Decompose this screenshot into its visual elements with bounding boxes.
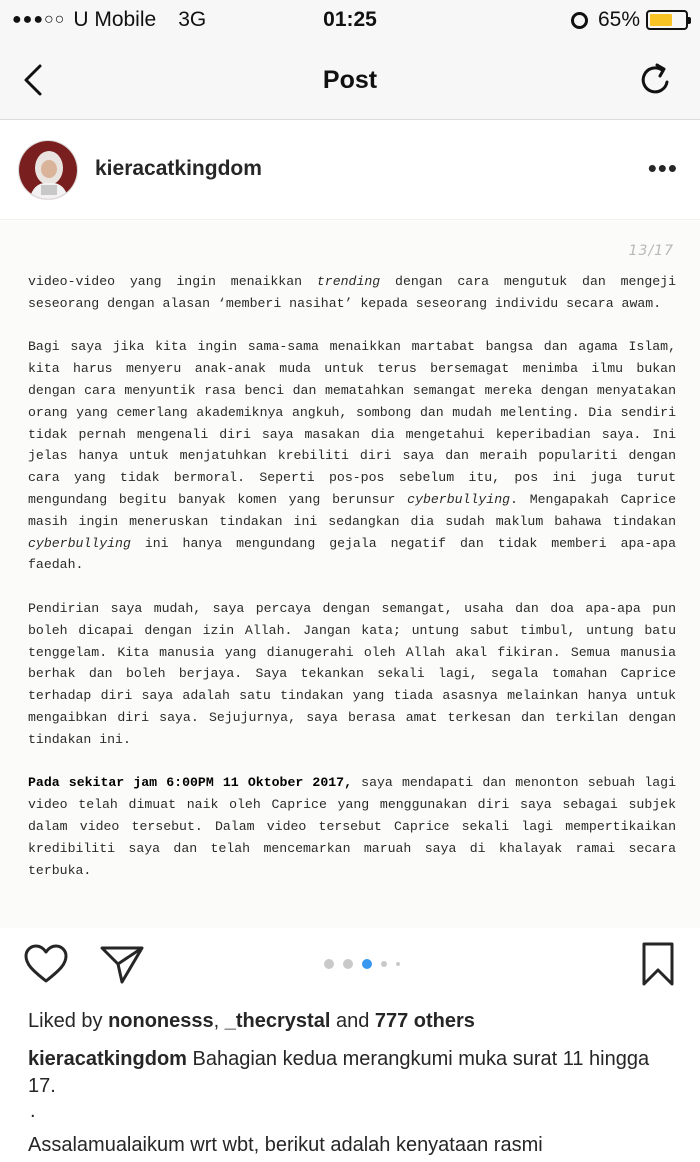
signal-strength-icon: ●●●○○ (12, 11, 66, 28)
more-options-button[interactable]: ••• (647, 153, 678, 183)
text-run: cyberbullying (28, 535, 131, 551)
like-button[interactable] (22, 940, 70, 988)
battery-percent: 65% (597, 8, 640, 31)
post-username[interactable]: kieracatkingdom (95, 157, 262, 180)
save-button[interactable] (638, 940, 678, 988)
carousel-indicator (324, 959, 409, 969)
document-paragraph (28, 271, 676, 315)
page-number: 13/17 (628, 243, 674, 259)
text-run: saya mendapati dan menonton sebuah lagi video telah dimuat naik oleh Caprice yang menggunakan diri saya sebagai subjek dalam video tersebut. Dalam video tersebut Caprice sekali lagi mempertikaikan kredibiliti saya dan telah mencemarkan maruah saya di khalayak ramai secara terbuka. (28, 775, 676, 878)
battery-fill (650, 14, 672, 26)
battery-icon (646, 10, 688, 30)
text-run: video-video yang ingin menaikkan (28, 274, 317, 289)
network-type: 3G (178, 8, 207, 31)
battery-info (571, 8, 688, 32)
carrier-name: U Mobile (73, 8, 157, 31)
carousel-dot (381, 961, 387, 967)
caption-separator: . (30, 1100, 36, 1122)
send-icon (98, 940, 146, 988)
carousel-dot-active (362, 959, 372, 969)
text-run: ini hanya mengundang gejala negatif dan tidak memberi apa-apa faedah. (28, 535, 676, 573)
text-run: Bagi saya jika kita ingin sama-sama menaikkan martabat bangsa dan agama Islam, kita harus menyeru anak-anak muda untuk terus bersemagat menimba ilmu bukan dengan cara menyuntik rasa benci dan mematahkan semangat mereka dengan menyatakan orang yang cemerlang akademiknya angkuh, sombong dan mudah melenting. Dia sendiri tidak pernah mengenali diri saya masakan dia mengetahui keperibadian saya. Ini jelas hanya untuk menjatuhkan krebiliti diri saya dan meraih populariti dengan cara yang tidak bermoral. Seperti pos-pos sebelum itu, pos ini juga turut mengundang begitu banyak komen yang berunsur (28, 339, 676, 507)
document-paragraph (28, 336, 676, 576)
avatar[interactable] (18, 140, 78, 200)
status-bar (0, 0, 700, 40)
likes-count[interactable]: 777 others (374, 1010, 475, 1032)
post-actions (0, 928, 700, 1004)
caption-text: Bahagian kedua merangkumi muka surat 11 hingga 17. (28, 1048, 650, 1097)
likes-prefix: Liked by (28, 1010, 109, 1032)
caption (28, 1046, 668, 1100)
share-button[interactable] (98, 940, 146, 988)
bookmark-icon (638, 940, 678, 988)
text-run: trending (316, 274, 381, 289)
refresh-button[interactable] (636, 60, 676, 100)
refresh-icon (636, 60, 676, 100)
carousel-dot (343, 959, 353, 969)
text-run: . Mengapakah Caprice masih ingin meneruskan tindakan ini sedangkan dia sudah maklum bahawa tindakan (28, 491, 676, 529)
caption-username[interactable]: kieracatkingdom (28, 1048, 187, 1070)
document-text (28, 271, 676, 903)
post-image[interactable] (0, 221, 700, 928)
status-time: 01:25 (323, 8, 377, 31)
post-header (0, 121, 700, 220)
text-run: Pada sekitar jam 6:00PM 11 Oktober 2017, (28, 775, 352, 791)
caption-continued: Assalamualaikum wrt wbt, berikut adalah kenyataan rasmi (28, 1134, 543, 1156)
carousel-dot (324, 959, 334, 969)
text-run: dengan cara mengutuk dan mengeji seseorang dengan alasan ‘memberi nasihat’ kepada seseorang individu secara awam. (28, 274, 677, 311)
document-paragraph: Pendirian saya mudah, saya percaya dengan semangat, usaha dan doa apa-apa pun boleh dicapai dengan izin Allah. Jangan kata; untung sabut timbul, untung batu tenggelam. Kita manusia yang dianugerahi oleh Allah akal fikiran. Semua manusia berhak dan boleh berjaya. Saya tekankan sekali lagi, segala tomahan Caprice terhadap diri saya adalah satu tindakan yang tiada asasnya melainkan hanya untuk mengaibkan diri saya. Sejujurnya, saya berasa amat terkesan dan terkilan dengan tindakan ini. (28, 600, 676, 747)
alarm-icon (571, 12, 588, 29)
likes-summary (28, 1010, 475, 1033)
nav-bar (0, 40, 700, 120)
text-run: cyberbullying (407, 491, 511, 507)
profile-photo (19, 141, 78, 200)
page-title: Post (322, 66, 378, 94)
liker-username[interactable]: nononesss (108, 1010, 214, 1032)
carousel-dot (396, 962, 400, 966)
likes-separator: , (213, 1010, 225, 1032)
document-paragraph (28, 772, 676, 881)
heart-icon (22, 940, 70, 988)
likes-and: and (330, 1010, 375, 1032)
liker-username[interactable]: _thecrystal (224, 1010, 331, 1032)
